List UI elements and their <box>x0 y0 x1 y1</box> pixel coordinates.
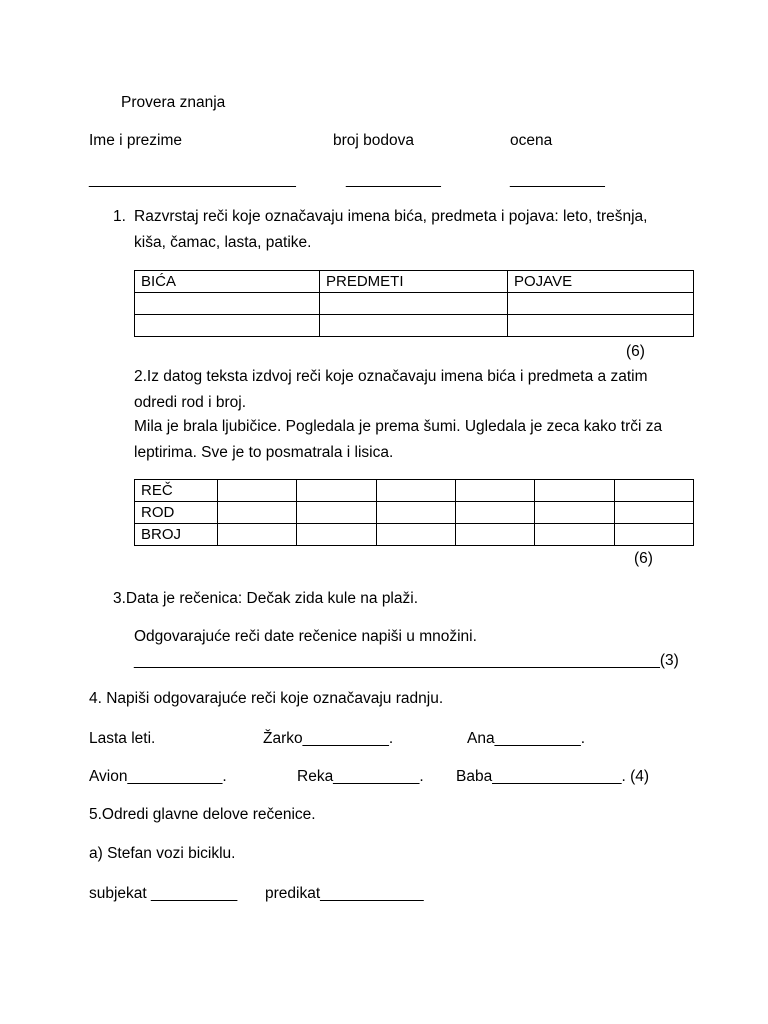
answer-cell <box>508 315 694 337</box>
task3-text-line1: 3.Data je rečenica: Dečak zida kule na plaži. <box>113 590 418 607</box>
answer-cell <box>218 502 297 524</box>
task5-title: 5.Odredi glavne delove rečenice. <box>89 806 316 823</box>
answer-cell <box>297 480 376 502</box>
name-label: Ime i prezime <box>89 132 183 149</box>
answer-cell <box>455 480 534 502</box>
points-blank: ___________ <box>346 171 441 188</box>
name-blank: ________________________ <box>89 171 296 188</box>
table-row <box>135 524 694 546</box>
header-cell-pojave: POJAVE <box>508 271 694 293</box>
answer-cell <box>614 502 693 524</box>
task5-subject: subjekat __________ <box>89 885 238 902</box>
answer-cell <box>614 480 693 502</box>
answer-cell <box>614 524 693 546</box>
task1-text-line2: kiša, čamac, lasta, patike. <box>134 234 312 251</box>
header-cell-bica: BIĆA <box>135 271 320 293</box>
task1-text-line1: Razvrstaj reči koje označavaju imena bića, predmeta i pojava: leto, trešnja, <box>134 208 648 225</box>
answer-cell <box>218 480 297 502</box>
task5-predicate: predikat____________ <box>265 885 424 902</box>
answer-cell <box>320 315 508 337</box>
task1-number: 1. <box>113 208 126 225</box>
task4-item-lasta: Lasta leti. <box>89 730 156 747</box>
table-row <box>135 315 694 337</box>
task4-item-zarko: Žarko__________. <box>263 730 394 747</box>
worksheet-title: Provera znanja <box>121 94 226 111</box>
answer-cell <box>535 480 614 502</box>
task5-sentence: a) Stefan vozi biciklu. <box>89 845 236 862</box>
task2-text-line3: Mila je brala ljubičice. Pogledala je prema šumi. Ugledala je zeca kako trči za <box>134 418 663 435</box>
header-cell-predmeti: PREDMETI <box>320 271 508 293</box>
row-label-broj: BROJ <box>135 524 218 546</box>
task4-item-ana: Ana__________. <box>467 730 586 747</box>
answer-cell <box>297 524 376 546</box>
answer-cell <box>376 524 455 546</box>
grade-blank: ___________ <box>510 171 605 188</box>
task2-table <box>134 479 694 546</box>
task1-points: (6) <box>626 343 645 360</box>
answer-cell <box>455 502 534 524</box>
task2-points: (6) <box>634 550 653 567</box>
task4-item-baba: Baba_______________. (4) <box>456 768 650 785</box>
row-label-rec: REČ <box>135 480 218 502</box>
task2-text-line2: odredi rod i broj. <box>134 394 247 411</box>
table-row <box>135 271 694 293</box>
answer-cell <box>297 502 376 524</box>
table-row <box>135 480 694 502</box>
table-row <box>135 293 694 315</box>
task1-table <box>134 270 694 337</box>
table-row <box>135 502 694 524</box>
answer-cell <box>320 293 508 315</box>
answer-cell <box>376 480 455 502</box>
task4-item-avion: Avion___________. <box>89 768 227 785</box>
answer-cell <box>376 502 455 524</box>
task4-item-reka: Reka__________. <box>297 768 424 785</box>
answer-cell <box>135 315 320 337</box>
row-label-rod: ROD <box>135 502 218 524</box>
grade-label: ocena <box>510 132 553 149</box>
task2-text-line1: 2.Iz datog teksta izdvoj reči koje označavaju imena bića i predmeta a zatim <box>134 368 648 385</box>
answer-cell <box>455 524 534 546</box>
task4-title: 4. Napiši odgovarajuće reči koje označavaju radnju. <box>89 690 444 707</box>
task3-text-line2: Odgovarajuće reči date rečenice napiši u množini. <box>134 628 477 645</box>
answer-cell <box>508 293 694 315</box>
answer-cell <box>535 502 614 524</box>
task2-text-line4: leptirima. Sve je to posmatrala i lisica. <box>134 444 394 461</box>
answer-cell <box>218 524 297 546</box>
answer-cell <box>535 524 614 546</box>
points-label: broj bodova <box>333 132 415 149</box>
answer-cell <box>135 293 320 315</box>
task3-answer-line: _____________________________________________________________(3) <box>134 652 679 669</box>
